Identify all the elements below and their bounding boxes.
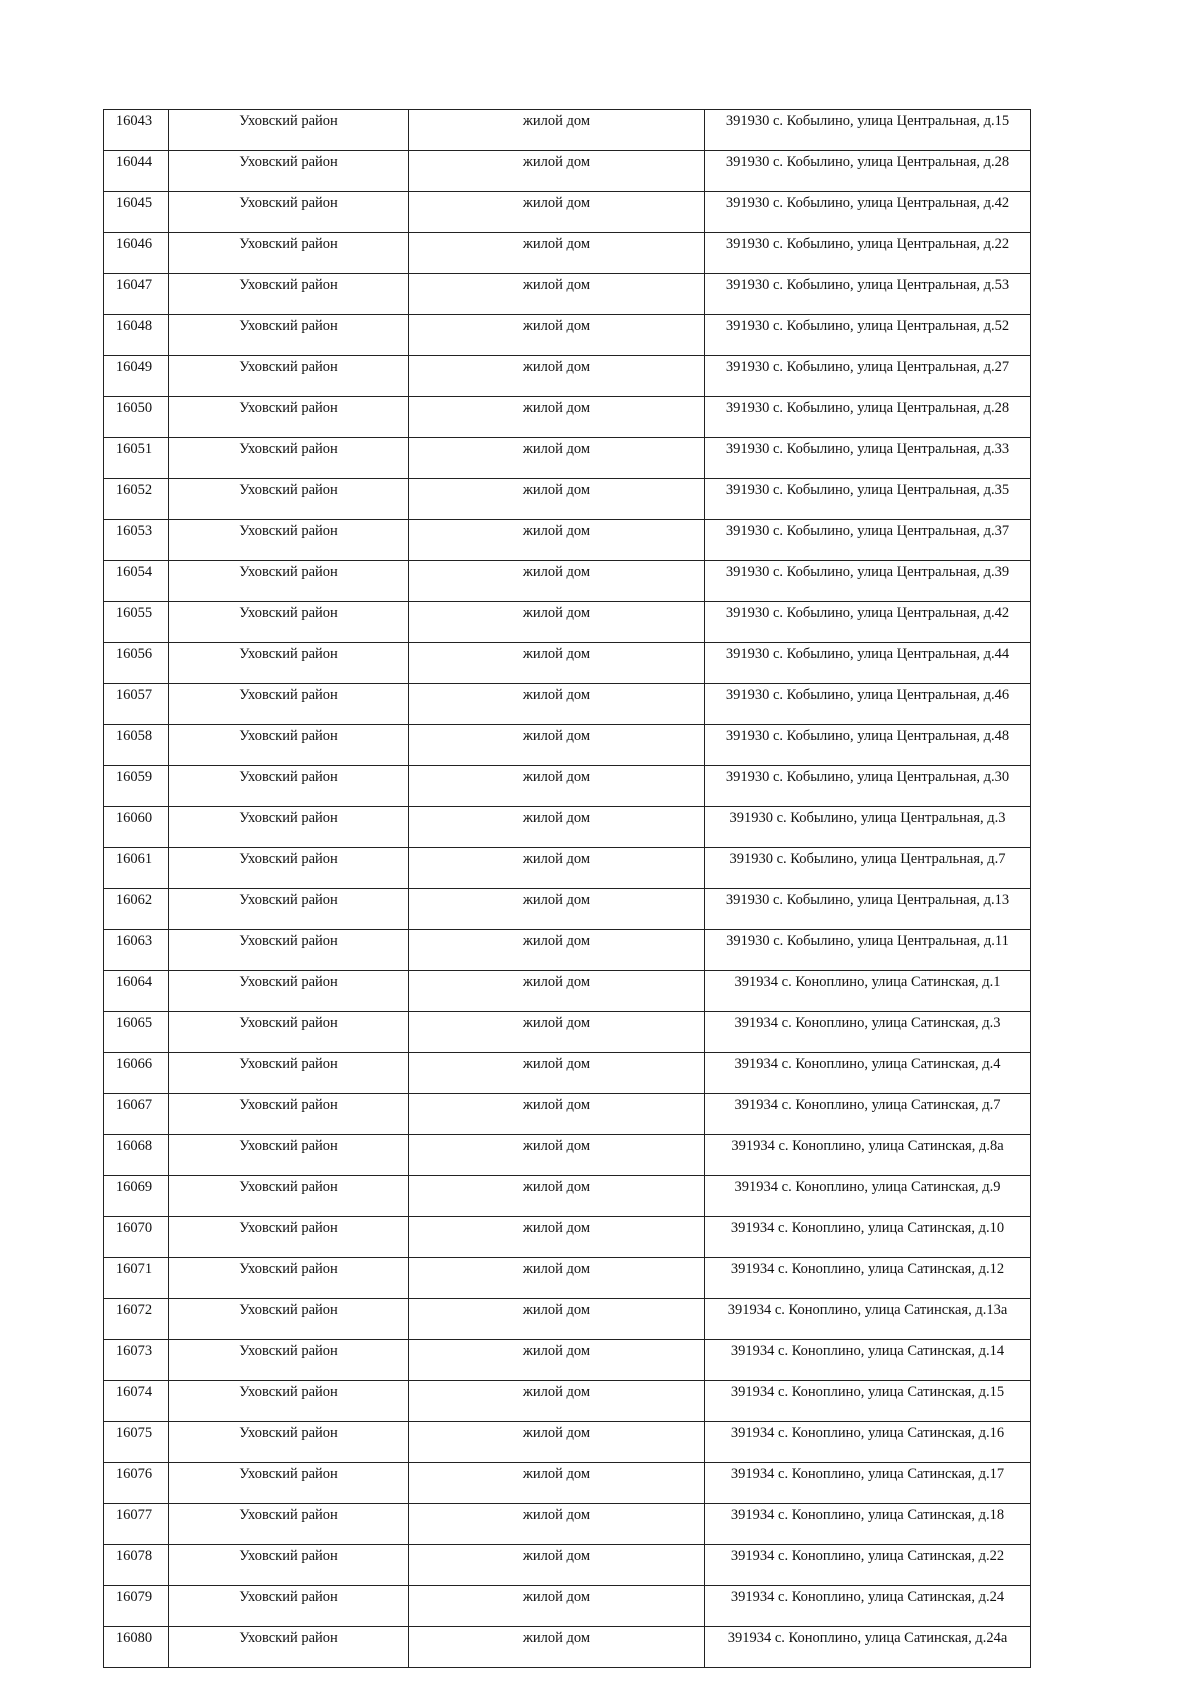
row-district: Уховский район: [169, 848, 409, 889]
table-row: [104, 930, 1031, 971]
row-district: Уховский район: [169, 1094, 409, 1135]
table-row: [104, 233, 1031, 274]
row-district: Уховский район: [169, 1545, 409, 1586]
registry-table: [103, 109, 1031, 1668]
row-district: Уховский район: [169, 356, 409, 397]
registry-table-body: [104, 110, 1031, 1668]
row-district: Уховский район: [169, 274, 409, 315]
table-row: [104, 684, 1031, 725]
row-number: 16052: [104, 479, 169, 520]
table-row: [104, 1053, 1031, 1094]
row-object-type: жилой дом: [409, 192, 705, 233]
row-object-type: жилой дом: [409, 110, 705, 151]
table-row: [104, 1258, 1031, 1299]
row-number: 16053: [104, 520, 169, 561]
row-address: 391934 с. Коноплино, улица Сатинская, д.3: [705, 1012, 1031, 1053]
table-row: [104, 1627, 1031, 1668]
row-number: 16076: [104, 1463, 169, 1504]
row-address: 391930 с. Кобылино, улица Центральная, д.42: [705, 192, 1031, 233]
row-address: 391930 с. Кобылино, улица Центральная, д.3: [705, 807, 1031, 848]
row-object-type: жилой дом: [409, 1340, 705, 1381]
row-district: Уховский район: [169, 397, 409, 438]
row-object-type: жилой дом: [409, 889, 705, 930]
row-object-type: жилой дом: [409, 1258, 705, 1299]
table-row: [104, 807, 1031, 848]
row-district: Уховский район: [169, 1299, 409, 1340]
row-object-type: жилой дом: [409, 479, 705, 520]
row-district: Уховский район: [169, 1586, 409, 1627]
table-row: [104, 766, 1031, 807]
row-district: Уховский район: [169, 684, 409, 725]
row-district: Уховский район: [169, 1012, 409, 1053]
row-number: 16071: [104, 1258, 169, 1299]
row-number: 16078: [104, 1545, 169, 1586]
row-number: 16063: [104, 930, 169, 971]
row-address: 391934 с. Коноплино, улица Сатинская, д.17: [705, 1463, 1031, 1504]
table-row: [104, 1135, 1031, 1176]
table-row: [104, 1545, 1031, 1586]
row-number: 16072: [104, 1299, 169, 1340]
row-number: 16047: [104, 274, 169, 315]
row-district: Уховский район: [169, 602, 409, 643]
row-district: Уховский район: [169, 233, 409, 274]
row-address: 391934 с. Коноплино, улица Сатинская, д.24а: [705, 1627, 1031, 1668]
row-object-type: жилой дом: [409, 1176, 705, 1217]
row-district: Уховский район: [169, 1176, 409, 1217]
row-object-type: жилой дом: [409, 1299, 705, 1340]
row-number: 16056: [104, 643, 169, 684]
row-district: Уховский район: [169, 479, 409, 520]
table-row: [104, 1422, 1031, 1463]
table-row: [104, 274, 1031, 315]
row-address: 391930 с. Кобылино, улица Центральная, д.27: [705, 356, 1031, 397]
row-district: Уховский район: [169, 766, 409, 807]
row-address: 391930 с. Кобылино, улица Центральная, д.28: [705, 151, 1031, 192]
row-object-type: жилой дом: [409, 151, 705, 192]
row-address: 391930 с. Кобылино, улица Центральная, д.52: [705, 315, 1031, 356]
table-row: [104, 602, 1031, 643]
row-number: 16049: [104, 356, 169, 397]
row-district: Уховский район: [169, 1258, 409, 1299]
table-row: [104, 1586, 1031, 1627]
row-address: 391934 с. Коноплино, улица Сатинская, д.18: [705, 1504, 1031, 1545]
row-address: 391934 с. Коноплино, улица Сатинская, д.1: [705, 971, 1031, 1012]
table-row: [104, 643, 1031, 684]
row-district: Уховский район: [169, 889, 409, 930]
row-object-type: жилой дом: [409, 1381, 705, 1422]
row-address: 391934 с. Коноплино, улица Сатинская, д.10: [705, 1217, 1031, 1258]
table-row: [104, 725, 1031, 766]
row-district: Уховский район: [169, 807, 409, 848]
row-district: Уховский район: [169, 315, 409, 356]
row-address: 391930 с. Кобылино, улица Центральная, д.46: [705, 684, 1031, 725]
row-object-type: жилой дом: [409, 725, 705, 766]
row-object-type: жилой дом: [409, 971, 705, 1012]
row-object-type: жилой дом: [409, 684, 705, 725]
row-address: 391930 с. Кобылино, улица Центральная, д.42: [705, 602, 1031, 643]
row-district: Уховский район: [169, 643, 409, 684]
row-object-type: жилой дом: [409, 1135, 705, 1176]
row-address: 391930 с. Кобылино, улица Центральная, д.11: [705, 930, 1031, 971]
row-address: 391930 с. Кобылино, улица Центральная, д.28: [705, 397, 1031, 438]
row-object-type: жилой дом: [409, 438, 705, 479]
row-number: 16070: [104, 1217, 169, 1258]
row-district: Уховский район: [169, 1340, 409, 1381]
row-address: 391934 с. Коноплино, улица Сатинская, д.13а: [705, 1299, 1031, 1340]
row-object-type: жилой дом: [409, 397, 705, 438]
row-number: 16054: [104, 561, 169, 602]
row-address: 391930 с. Кобылино, улица Центральная, д.15: [705, 110, 1031, 151]
row-object-type: жилой дом: [409, 520, 705, 561]
row-object-type: жилой дом: [409, 766, 705, 807]
row-object-type: жилой дом: [409, 602, 705, 643]
row-number: 16062: [104, 889, 169, 930]
row-address: 391930 с. Кобылино, улица Центральная, д.13: [705, 889, 1031, 930]
row-address: 391930 с. Кобылино, улица Центральная, д.37: [705, 520, 1031, 561]
row-number: 16075: [104, 1422, 169, 1463]
row-address: 391930 с. Кобылино, улица Центральная, д.33: [705, 438, 1031, 479]
row-number: 16066: [104, 1053, 169, 1094]
table-row: [104, 848, 1031, 889]
table-row: [104, 1299, 1031, 1340]
row-address: 391930 с. Кобылино, улица Центральная, д.39: [705, 561, 1031, 602]
row-object-type: жилой дом: [409, 1545, 705, 1586]
row-object-type: жилой дом: [409, 233, 705, 274]
row-district: Уховский район: [169, 110, 409, 151]
table-row: [104, 1381, 1031, 1422]
row-number: 16069: [104, 1176, 169, 1217]
row-number: 16044: [104, 151, 169, 192]
row-district: Уховский район: [169, 1504, 409, 1545]
row-object-type: жилой дом: [409, 643, 705, 684]
row-district: Уховский район: [169, 192, 409, 233]
row-number: 16045: [104, 192, 169, 233]
table-row: [104, 192, 1031, 233]
row-district: Уховский район: [169, 930, 409, 971]
row-number: 16079: [104, 1586, 169, 1627]
row-number: 16050: [104, 397, 169, 438]
row-address: 391934 с. Коноплино, улица Сатинская, д.9: [705, 1176, 1031, 1217]
row-number: 16061: [104, 848, 169, 889]
row-object-type: жилой дом: [409, 561, 705, 602]
table-row: [104, 1094, 1031, 1135]
row-address: 391934 с. Коноплино, улица Сатинская, д.24: [705, 1586, 1031, 1627]
row-district: Уховский район: [169, 971, 409, 1012]
row-number: 16043: [104, 110, 169, 151]
row-number: 16065: [104, 1012, 169, 1053]
row-address: 391934 с. Коноплино, улица Сатинская, д.14: [705, 1340, 1031, 1381]
row-address: 391934 с. Коноплино, улица Сатинская, д.4: [705, 1053, 1031, 1094]
row-district: Уховский район: [169, 520, 409, 561]
row-object-type: жилой дом: [409, 1217, 705, 1258]
row-number: 16058: [104, 725, 169, 766]
row-address: 391934 с. Коноплино, улица Сатинская, д.22: [705, 1545, 1031, 1586]
row-object-type: жилой дом: [409, 1586, 705, 1627]
row-district: Уховский район: [169, 438, 409, 479]
row-number: 16057: [104, 684, 169, 725]
row-number: 16073: [104, 1340, 169, 1381]
row-address: 391934 с. Коноплино, улица Сатинская, д.16: [705, 1422, 1031, 1463]
row-number: 16055: [104, 602, 169, 643]
row-address: 391934 с. Коноплино, улица Сатинская, д.12: [705, 1258, 1031, 1299]
table-row: [104, 520, 1031, 561]
row-object-type: жилой дом: [409, 1463, 705, 1504]
table-row: [104, 1176, 1031, 1217]
row-district: Уховский район: [169, 1217, 409, 1258]
row-address: 391930 с. Кобылино, улица Центральная, д.7: [705, 848, 1031, 889]
row-address: 391930 с. Кобылино, улица Центральная, д.35: [705, 479, 1031, 520]
row-object-type: жилой дом: [409, 274, 705, 315]
table-row: [104, 356, 1031, 397]
table-row: [104, 110, 1031, 151]
row-object-type: жилой дом: [409, 1094, 705, 1135]
row-number: 16060: [104, 807, 169, 848]
row-object-type: жилой дом: [409, 315, 705, 356]
row-address: 391930 с. Кобылино, улица Центральная, д.44: [705, 643, 1031, 684]
row-district: Уховский район: [169, 725, 409, 766]
row-number: 16077: [104, 1504, 169, 1545]
table-row: [104, 1463, 1031, 1504]
table-row: [104, 438, 1031, 479]
row-address: 391934 с. Коноплино, улица Сатинская, д.7: [705, 1094, 1031, 1135]
table-row: [104, 1217, 1031, 1258]
row-object-type: жилой дом: [409, 1422, 705, 1463]
table-row: [104, 1340, 1031, 1381]
row-number: 16048: [104, 315, 169, 356]
row-number: 16080: [104, 1627, 169, 1668]
row-district: Уховский район: [169, 151, 409, 192]
row-object-type: жилой дом: [409, 1504, 705, 1545]
row-district: Уховский район: [169, 1135, 409, 1176]
row-object-type: жилой дом: [409, 1053, 705, 1094]
table-row: [104, 971, 1031, 1012]
row-district: Уховский район: [169, 1381, 409, 1422]
table-row: [104, 315, 1031, 356]
row-number: 16059: [104, 766, 169, 807]
table-row: [104, 479, 1031, 520]
row-number: 16068: [104, 1135, 169, 1176]
table-row: [104, 1504, 1031, 1545]
row-object-type: жилой дом: [409, 1012, 705, 1053]
row-district: Уховский район: [169, 1627, 409, 1668]
row-district: Уховский район: [169, 1463, 409, 1504]
row-address: 391930 с. Кобылино, улица Центральная, д.30: [705, 766, 1031, 807]
row-address: 391930 с. Кобылино, улица Центральная, д.53: [705, 274, 1031, 315]
row-district: Уховский район: [169, 1422, 409, 1463]
row-district: Уховский район: [169, 561, 409, 602]
row-address: 391934 с. Коноплино, улица Сатинская, д.8а: [705, 1135, 1031, 1176]
row-object-type: жилой дом: [409, 1627, 705, 1668]
table-row: [104, 397, 1031, 438]
row-object-type: жилой дом: [409, 356, 705, 397]
row-address: 391930 с. Кобылино, улица Центральная, д.22: [705, 233, 1031, 274]
row-number: 16067: [104, 1094, 169, 1135]
table-row: [104, 561, 1031, 602]
row-address: 391930 с. Кобылино, улица Центральная, д.48: [705, 725, 1031, 766]
row-object-type: жилой дом: [409, 930, 705, 971]
row-object-type: жилой дом: [409, 848, 705, 889]
row-number: 16046: [104, 233, 169, 274]
table-row: [104, 1012, 1031, 1053]
row-object-type: жилой дом: [409, 807, 705, 848]
row-number: 16051: [104, 438, 169, 479]
row-address: 391934 с. Коноплино, улица Сатинская, д.15: [705, 1381, 1031, 1422]
table-row: [104, 889, 1031, 930]
row-number: 16064: [104, 971, 169, 1012]
table-row: [104, 151, 1031, 192]
row-district: Уховский район: [169, 1053, 409, 1094]
row-number: 16074: [104, 1381, 169, 1422]
